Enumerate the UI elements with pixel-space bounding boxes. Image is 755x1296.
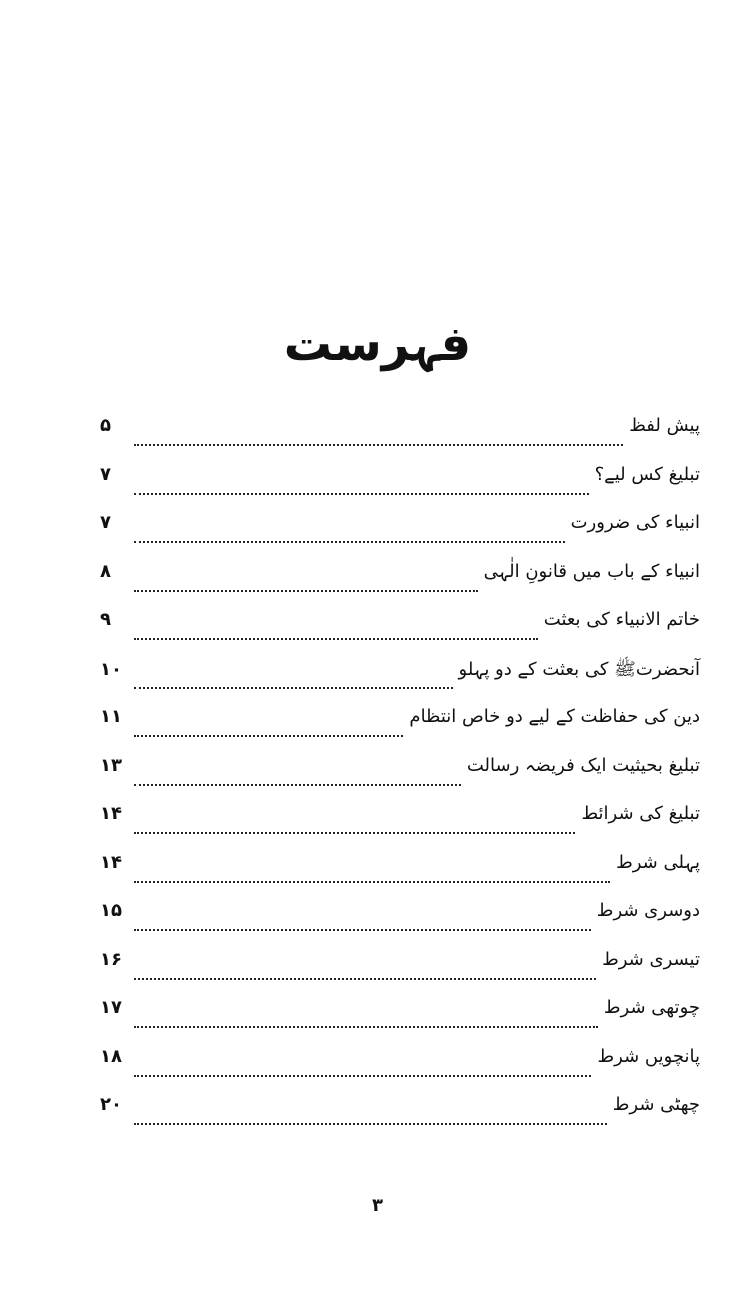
toc-entry-title: خاتم الانبیاء کی بعثت (543, 609, 700, 630)
toc-entry-page: ۱۱ (100, 706, 122, 727)
toc-entry-page: ۷ (100, 512, 111, 533)
toc-entry (100, 949, 700, 998)
toc-entry (100, 1046, 700, 1095)
table-of-contents (100, 415, 700, 1143)
page-number: ۳ (372, 1195, 383, 1216)
dot-leader (134, 1075, 591, 1077)
toc-entry-page: ۱۴ (100, 851, 122, 873)
toc-entry (100, 852, 700, 901)
toc-entry (100, 512, 700, 561)
toc-entry (100, 415, 700, 464)
toc-entry (100, 900, 700, 949)
toc-entry-title: دین کی حفاظت کے لیے دو خاص انتظام (409, 706, 700, 727)
dot-leader (134, 687, 453, 689)
toc-entry (100, 706, 700, 755)
toc-entry-page: ۱۵ (100, 900, 122, 921)
toc-entry-title: پہلی شرط (616, 851, 700, 873)
toc-entry (100, 997, 700, 1046)
dot-leader (134, 735, 403, 737)
toc-entry-title: تبلیغ بحیثیت ایک فریضہ رسالت (466, 754, 700, 776)
dot-leader (134, 541, 565, 543)
toc-entry (100, 609, 700, 658)
toc-entry-title: پانچویں شرط (597, 1045, 700, 1067)
toc-entry-page: ۱۰ (100, 658, 122, 680)
dot-leader (134, 1026, 598, 1028)
toc-entry (100, 1094, 700, 1143)
dot-leader (134, 929, 591, 931)
toc-entry-title: دوسری شرط (596, 900, 700, 921)
dot-leader (134, 444, 623, 446)
toc-entry-title: چوتھی شرط (603, 997, 700, 1018)
toc-entry-title: تبلیغ کس لیے؟ (594, 463, 700, 485)
toc-entry-page: ۸ (100, 560, 111, 582)
toc-entry (100, 561, 700, 610)
toc-entry-title: تبلیغ کی شرائط (581, 803, 700, 824)
toc-entry-page: ۱۸ (100, 1045, 122, 1067)
dot-leader (134, 493, 589, 495)
toc-entry (100, 803, 700, 852)
dot-leader (134, 784, 461, 786)
toc-entry-page: ۱۴ (100, 803, 122, 824)
toc-entry-title: انبیاء کی ضرورت (570, 512, 700, 533)
toc-entry-page: ۷ (100, 463, 111, 485)
toc-entry-page: ۲۰ (100, 1094, 122, 1115)
toc-entry (100, 755, 700, 804)
toc-entry-title: آنحضرتﷺ کی بعثت کے دو پہلو (458, 658, 700, 680)
dot-leader (134, 1123, 607, 1125)
dot-leader (134, 590, 478, 592)
dot-leader (134, 638, 538, 640)
toc-entry-page: ۹ (100, 609, 111, 630)
toc-entry-title: تیسری شرط (602, 948, 700, 970)
dot-leader (134, 881, 610, 883)
page-title: فہرست (283, 316, 472, 373)
toc-entry-title: چھٹی شرط (612, 1094, 700, 1115)
toc-entry-page: ۱۳ (100, 754, 122, 776)
toc-entry (100, 464, 700, 513)
toc-entry-page: ۱۶ (100, 948, 122, 970)
toc-entry-page: ۱۷ (100, 997, 122, 1018)
dot-leader (134, 978, 596, 980)
toc-entry-title: انبیاء کے باب میں قانونِ الٰہی (483, 560, 700, 582)
toc-entry-title: پیش لفظ (629, 415, 700, 436)
dot-leader (134, 832, 575, 834)
toc-entry (100, 658, 700, 707)
toc-entry-page: ۵ (100, 415, 111, 436)
